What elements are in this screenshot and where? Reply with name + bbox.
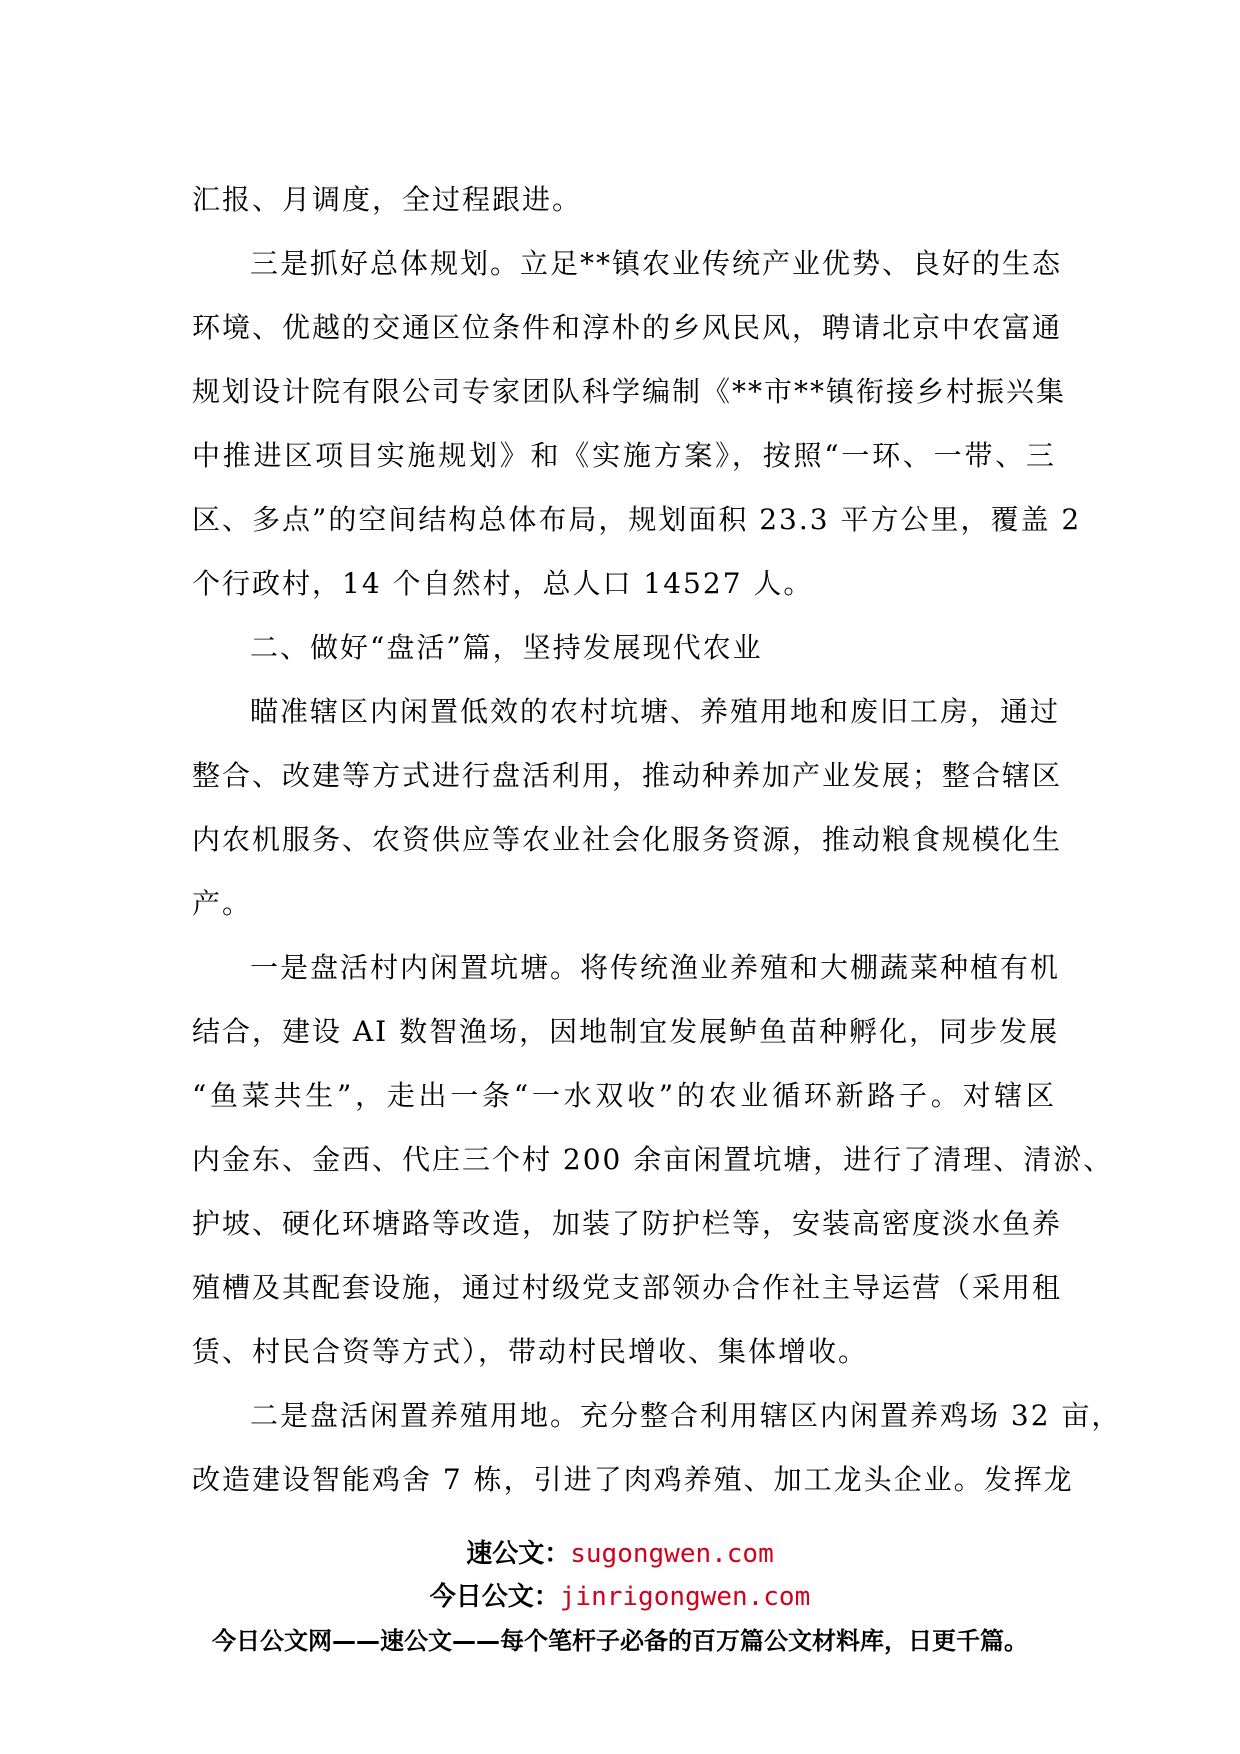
footer-site-1 (0, 1533, 1240, 1570)
paragraph-line: 护坡、硬化环塘路等改造，加装了防护栏等，安装高密度淡水鱼养 (192, 1207, 1063, 1240)
paragraph-line: 殖槽及其配套设施，通过村级党支部领办合作社主导运营（采用租 (192, 1271, 1063, 1304)
paragraph-line: “鱼菜共生”，走出一条“一水双收”的农业循环新路子。对辖区 (192, 1079, 1056, 1112)
footer-site-2 (0, 1576, 1240, 1613)
paragraph-line: 二是盘活闲置养殖用地。充分整合利用辖区内闲置养鸡场 32 亩， (250, 1399, 1122, 1432)
paragraph-line: 改造建设智能鸡舍 7 栋，引进了肉鸡养殖、加工龙头企业。发挥龙 (192, 1463, 1074, 1496)
footer-site-1-label: 速公文： (466, 1539, 571, 1569)
paragraph-line: 结合，建设 AI 数智渔场，因地制宜发展鲈鱼苗种孵化，同步发展 (192, 1015, 1060, 1048)
footer-site-2-label: 今日公文： (429, 1582, 560, 1612)
paragraph-line: 三是抓好总体规划。立足**镇农业传统产业优势、良好的生态 (250, 247, 1063, 280)
paragraph-line: 区、多点”的空间结构总体布局，规划面积 23.3 平方公里，覆盖 2 (192, 503, 1082, 536)
paragraph-line: 赁、村民合资等方式），带动村民增收、集体增收。 (192, 1335, 869, 1368)
paragraph-line: 个行政村，14 个自然村，总人口 14527 人。 (192, 567, 814, 600)
document-body (192, 168, 1122, 1512)
footer-site-2-link[interactable]: jinrigongwen.com (559, 1582, 811, 1612)
paragraph-line: 产。 (192, 887, 253, 920)
paragraph-line: 整合、改建等方式进行盘活利用，推动种养加产业发展；整合辖区 (192, 759, 1063, 792)
paragraph-line: 汇报、月调度，全过程跟进。 (192, 183, 583, 216)
paragraph-line: 中推进区项目实施规划》和《实施方案》，按照“一环、一带、三 (192, 439, 1056, 472)
footer-site-1-link[interactable]: sugongwen.com (570, 1539, 774, 1569)
footer-slogan: 今日公文网——速公文——每个笔杆子必备的百万篇公文材料库，日更千篇。 (212, 1627, 1028, 1655)
paragraph-line: 一是盘活村内闲置坑塘。将传统渔业养殖和大棚蔬菜种植有机 (250, 951, 1061, 984)
section-heading: 二、做好“盘活”篇，坚持发展现代农业 (250, 631, 763, 664)
paragraph-line: 内农机服务、农资供应等农业社会化服务资源，推动粮食规模化生 (192, 823, 1063, 856)
paragraph-line: 内金东、金西、代庄三个村 200 余亩闲置坑塘，进行了清理、清淤、 (192, 1143, 1114, 1176)
paragraph-line: 规划设计院有限公司专家团队科学编制《**市**镇衔接乡村振兴集 (192, 375, 1067, 408)
paragraph-line: 环境、优越的交通区位条件和淳朴的乡风民风，聘请北京中农富通 (192, 311, 1063, 344)
paragraph-line: 瞄准辖区内闲置低效的农村坑塘、养殖用地和废旧工房，通过 (250, 695, 1061, 728)
